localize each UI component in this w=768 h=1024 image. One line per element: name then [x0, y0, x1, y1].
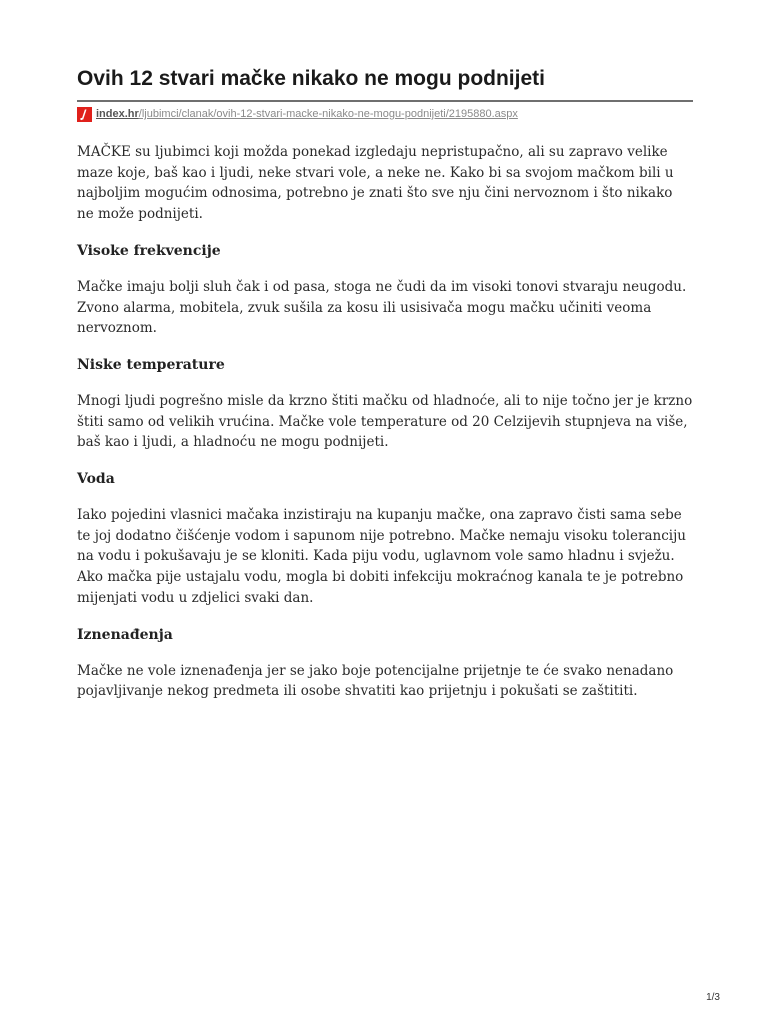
section-paragraph: Mačke imaju bolji sluh čak i od pasa, stoga ne čudi da im visoki tonovi stvaraju neugodu. Zvono alarma, mobitela, zvuk sušila za kosu ili usisivača mogu mačku učiniti veoma nervoznom. — [77, 278, 687, 337]
page-number: 1/3 — [706, 992, 720, 1003]
title-divider — [77, 100, 693, 102]
article-body — [77, 142, 693, 718]
source-host[interactable]: index.hr — [96, 108, 139, 120]
page-title: Ovih 12 stvari mačke nikako ne mogu podnijeti — [77, 67, 545, 90]
section-paragraph: Mačke ne vole iznenađenja jer se jako boje potencijalne prijetnje te će svako nenadano pojavljivanje nekog predmeta ili osobe shvatiti kao prijetnju i pokušati se zaštititi. — [77, 662, 674, 700]
source-path[interactable]: /ljubimci/clanak/ovih-12-stvari-macke-nikako-ne-mogu-podnijeti/2195880.aspx — [138, 108, 518, 120]
section-heading: Voda — [77, 471, 115, 488]
source-link[interactable] — [77, 106, 518, 122]
section-heading: Niske temperature — [77, 356, 225, 373]
intro-paragraph: MAČKE su ljubimci koji možda ponekad izgledaju nepristupačno, ali su zapravo velike maze koje, baš kao i ljudi, neke stvari vole, a neke ne. Kako bi sa svojom mačkom bili u najboljim mogućim odnosima, potrebno je znati što sve nju čini nervoznom i što nikako ne može podnijeti. — [77, 144, 674, 223]
section-heading: Visoke frekvencije — [77, 242, 221, 259]
section-heading: Iznenađenja — [77, 626, 173, 643]
index-logo-icon — [77, 107, 92, 122]
section-paragraph: Mnogi ljudi pogrešno misle da krzno štiti mačku od hladnoće, ali to nije točno jer je krzno štiti samo od velikih vrućina. Mačke vole temperature od 20 Celzijevih stupnjeva na više, baš kao i ljudi, a hladnoću ne mogu podnijeti. — [77, 392, 693, 451]
section-paragraph: Iako pojedini vlasnici mačaka inzistiraju na kupanju mačke, ona zapravo čisti sama sebe te joj dodatno čišćenje vodom i sapunom nije potrebno. Mačke nemaju visoku toleranciju na vodu i pokušavaju je se kloniti. Kada piju vodu, uglavnom vole samo hladnu i svježu. Ako mačka pije ustajalu vodu, mogla bi dobiti infekciju mokraćnog kanala te je potrebno mijenjati vodu u zdjelici svaki dan. — [77, 507, 686, 606]
